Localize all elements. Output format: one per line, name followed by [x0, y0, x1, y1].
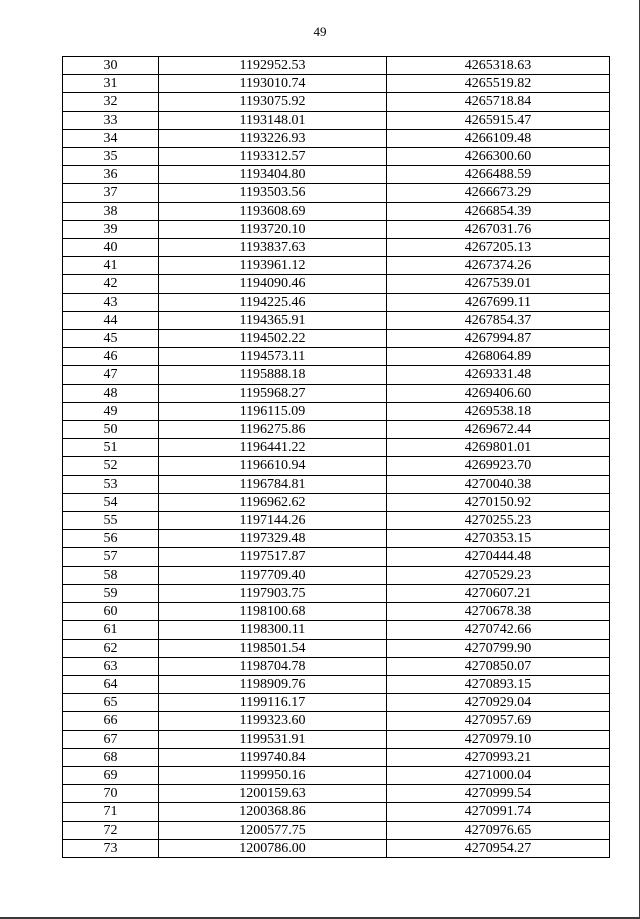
table-row — [63, 766, 610, 784]
table-row — [63, 584, 610, 602]
table-row — [63, 603, 610, 621]
point-number-cell: 31 — [63, 75, 159, 93]
point-number-cell: 46 — [63, 348, 159, 366]
point-number-cell: 53 — [63, 475, 159, 493]
point-number-cell: 58 — [63, 566, 159, 584]
x-coordinate-cell: 1198704.78 — [159, 657, 387, 675]
x-coordinate-cell: 1196275.86 — [159, 421, 387, 439]
x-coordinate-cell: 1199323.60 — [159, 712, 387, 730]
x-coordinate-cell: 1196784.81 — [159, 475, 387, 493]
point-number-cell: 34 — [63, 129, 159, 147]
y-coordinate-cell: 4267994.87 — [387, 330, 610, 348]
y-coordinate-cell: 4270799.90 — [387, 639, 610, 657]
table-row — [63, 111, 610, 129]
x-coordinate-cell: 1194365.91 — [159, 311, 387, 329]
x-coordinate-cell: 1195888.18 — [159, 366, 387, 384]
y-coordinate-cell: 4270993.21 — [387, 748, 610, 766]
y-coordinate-cell: 4267699.11 — [387, 293, 610, 311]
point-number-cell: 45 — [63, 330, 159, 348]
y-coordinate-cell: 4265318.63 — [387, 57, 610, 75]
point-number-cell: 59 — [63, 584, 159, 602]
table-row — [63, 93, 610, 111]
point-number-cell: 47 — [63, 366, 159, 384]
y-coordinate-cell: 4269801.01 — [387, 439, 610, 457]
y-coordinate-cell: 4267031.76 — [387, 220, 610, 238]
table-row — [63, 311, 610, 329]
page-number: 49 — [313, 24, 327, 39]
table-row — [63, 330, 610, 348]
y-coordinate-cell: 4270893.15 — [387, 675, 610, 693]
x-coordinate-cell: 1196441.22 — [159, 439, 387, 457]
point-number-cell: 56 — [63, 530, 159, 548]
point-number-cell: 36 — [63, 166, 159, 184]
y-coordinate-cell: 4266673.29 — [387, 184, 610, 202]
x-coordinate-cell: 1194502.22 — [159, 330, 387, 348]
y-coordinate-cell: 4265519.82 — [387, 75, 610, 93]
y-coordinate-cell: 4270529.23 — [387, 566, 610, 584]
y-coordinate-cell: 4269331.48 — [387, 366, 610, 384]
table-row — [63, 202, 610, 220]
table-row — [63, 239, 610, 257]
x-coordinate-cell: 1193226.93 — [159, 129, 387, 147]
x-coordinate-cell: 1193961.12 — [159, 257, 387, 275]
point-number-cell: 40 — [63, 239, 159, 257]
x-coordinate-cell: 1200786.00 — [159, 839, 387, 857]
point-number-cell: 66 — [63, 712, 159, 730]
point-number-cell: 42 — [63, 275, 159, 293]
x-coordinate-cell: 1193503.56 — [159, 184, 387, 202]
y-coordinate-cell: 4267374.26 — [387, 257, 610, 275]
table-row — [63, 402, 610, 420]
table-row — [63, 657, 610, 675]
point-number-cell: 63 — [63, 657, 159, 675]
point-number-cell: 54 — [63, 493, 159, 511]
y-coordinate-cell: 4269406.60 — [387, 384, 610, 402]
y-coordinate-cell: 4266300.60 — [387, 148, 610, 166]
table-row — [63, 366, 610, 384]
x-coordinate-cell: 1198909.76 — [159, 675, 387, 693]
table-row — [63, 384, 610, 402]
x-coordinate-cell: 1197144.26 — [159, 512, 387, 530]
x-coordinate-cell: 1194225.46 — [159, 293, 387, 311]
x-coordinate-cell: 1193404.80 — [159, 166, 387, 184]
y-coordinate-cell: 4267539.01 — [387, 275, 610, 293]
point-number-cell: 57 — [63, 548, 159, 566]
table-row — [63, 566, 610, 584]
point-number-cell: 35 — [63, 148, 159, 166]
y-coordinate-cell: 4270979.10 — [387, 730, 610, 748]
x-coordinate-cell: 1197709.40 — [159, 566, 387, 584]
y-coordinate-cell: 4267854.37 — [387, 311, 610, 329]
x-coordinate-cell: 1199950.16 — [159, 766, 387, 784]
x-coordinate-cell: 1198501.54 — [159, 639, 387, 657]
y-coordinate-cell: 4270678.38 — [387, 603, 610, 621]
x-coordinate-cell: 1200368.86 — [159, 803, 387, 821]
table-row — [63, 675, 610, 693]
x-coordinate-cell: 1198100.68 — [159, 603, 387, 621]
x-coordinate-cell: 1198300.11 — [159, 621, 387, 639]
y-coordinate-cell: 4270353.15 — [387, 530, 610, 548]
x-coordinate-cell: 1193837.63 — [159, 239, 387, 257]
x-coordinate-cell: 1197329.48 — [159, 530, 387, 548]
y-coordinate-cell: 4266488.59 — [387, 166, 610, 184]
y-coordinate-cell: 4267205.13 — [387, 239, 610, 257]
x-coordinate-cell: 1193312.57 — [159, 148, 387, 166]
y-coordinate-cell: 4270607.21 — [387, 584, 610, 602]
point-number-cell: 52 — [63, 457, 159, 475]
x-coordinate-cell: 1194573.11 — [159, 348, 387, 366]
point-number-cell: 72 — [63, 821, 159, 839]
x-coordinate-cell: 1199740.84 — [159, 748, 387, 766]
table-row — [63, 530, 610, 548]
table-row — [63, 803, 610, 821]
point-number-cell: 37 — [63, 184, 159, 202]
point-number-cell: 49 — [63, 402, 159, 420]
x-coordinate-cell: 1200159.63 — [159, 785, 387, 803]
table-row — [63, 421, 610, 439]
y-coordinate-cell: 4270255.23 — [387, 512, 610, 530]
point-number-cell: 70 — [63, 785, 159, 803]
point-number-cell: 48 — [63, 384, 159, 402]
table-row — [63, 275, 610, 293]
point-number-cell: 69 — [63, 766, 159, 784]
point-number-cell: 61 — [63, 621, 159, 639]
table-row — [63, 148, 610, 166]
y-coordinate-cell: 4268064.89 — [387, 348, 610, 366]
y-coordinate-cell: 4270976.65 — [387, 821, 610, 839]
table-row — [63, 57, 610, 75]
x-coordinate-cell: 1195968.27 — [159, 384, 387, 402]
y-coordinate-cell: 4265718.84 — [387, 93, 610, 111]
y-coordinate-cell: 4266109.48 — [387, 129, 610, 147]
point-number-cell: 62 — [63, 639, 159, 657]
point-number-cell: 64 — [63, 675, 159, 693]
table-row — [63, 548, 610, 566]
y-coordinate-cell: 4269923.70 — [387, 457, 610, 475]
table-row — [63, 712, 610, 730]
x-coordinate-cell: 1200577.75 — [159, 821, 387, 839]
y-coordinate-cell: 4266854.39 — [387, 202, 610, 220]
table-row — [63, 166, 610, 184]
point-number-cell: 44 — [63, 311, 159, 329]
point-number-cell: 30 — [63, 57, 159, 75]
point-number-cell: 68 — [63, 748, 159, 766]
table-row — [63, 694, 610, 712]
y-coordinate-cell: 4270850.07 — [387, 657, 610, 675]
y-coordinate-cell: 4269672.44 — [387, 421, 610, 439]
y-coordinate-cell: 4270954.27 — [387, 839, 610, 857]
y-coordinate-cell: 4270040.38 — [387, 475, 610, 493]
point-number-cell: 38 — [63, 202, 159, 220]
x-coordinate-cell: 1196610.94 — [159, 457, 387, 475]
y-coordinate-cell: 4270957.69 — [387, 712, 610, 730]
point-number-cell: 33 — [63, 111, 159, 129]
x-coordinate-cell: 1196115.09 — [159, 402, 387, 420]
x-coordinate-cell: 1196962.62 — [159, 493, 387, 511]
x-coordinate-cell: 1193148.01 — [159, 111, 387, 129]
table-row — [63, 493, 610, 511]
table-row — [63, 512, 610, 530]
table-row — [63, 457, 610, 475]
x-coordinate-cell: 1197517.87 — [159, 548, 387, 566]
table-row — [63, 439, 610, 457]
table-row — [63, 839, 610, 857]
table-row — [63, 129, 610, 147]
x-coordinate-cell: 1199116.17 — [159, 694, 387, 712]
point-number-cell: 73 — [63, 839, 159, 857]
point-number-cell: 51 — [63, 439, 159, 457]
point-number-cell: 71 — [63, 803, 159, 821]
y-coordinate-cell: 4265915.47 — [387, 111, 610, 129]
point-number-cell: 60 — [63, 603, 159, 621]
table-row — [63, 821, 610, 839]
point-number-cell: 32 — [63, 93, 159, 111]
table-row — [63, 639, 610, 657]
point-number-cell: 41 — [63, 257, 159, 275]
point-number-cell: 65 — [63, 694, 159, 712]
table-row — [63, 475, 610, 493]
point-number-cell: 39 — [63, 220, 159, 238]
point-number-cell: 50 — [63, 421, 159, 439]
table-row — [63, 785, 610, 803]
table-row — [63, 293, 610, 311]
y-coordinate-cell: 4270929.04 — [387, 694, 610, 712]
table-row — [63, 730, 610, 748]
x-coordinate-cell: 1199531.91 — [159, 730, 387, 748]
y-coordinate-cell: 4271000.04 — [387, 766, 610, 784]
y-coordinate-cell: 4269538.18 — [387, 402, 610, 420]
coordinates-table-body — [63, 57, 610, 858]
point-number-cell: 43 — [63, 293, 159, 311]
y-coordinate-cell: 4270150.92 — [387, 493, 610, 511]
table-row — [63, 348, 610, 366]
coordinates-table — [62, 56, 610, 858]
y-coordinate-cell: 4270999.54 — [387, 785, 610, 803]
y-coordinate-cell: 4270991.74 — [387, 803, 610, 821]
x-coordinate-cell: 1193608.69 — [159, 202, 387, 220]
x-coordinate-cell: 1193720.10 — [159, 220, 387, 238]
x-coordinate-cell: 1192952.53 — [159, 57, 387, 75]
y-coordinate-cell: 4270742.66 — [387, 621, 610, 639]
x-coordinate-cell: 1194090.46 — [159, 275, 387, 293]
table-row — [63, 257, 610, 275]
x-coordinate-cell: 1193075.92 — [159, 93, 387, 111]
x-coordinate-cell: 1197903.75 — [159, 584, 387, 602]
table-row — [63, 75, 610, 93]
table-row — [63, 220, 610, 238]
table-row — [63, 621, 610, 639]
table-row — [63, 184, 610, 202]
point-number-cell: 55 — [63, 512, 159, 530]
x-coordinate-cell: 1193010.74 — [159, 75, 387, 93]
table-row — [63, 748, 610, 766]
y-coordinate-cell: 4270444.48 — [387, 548, 610, 566]
point-number-cell: 67 — [63, 730, 159, 748]
